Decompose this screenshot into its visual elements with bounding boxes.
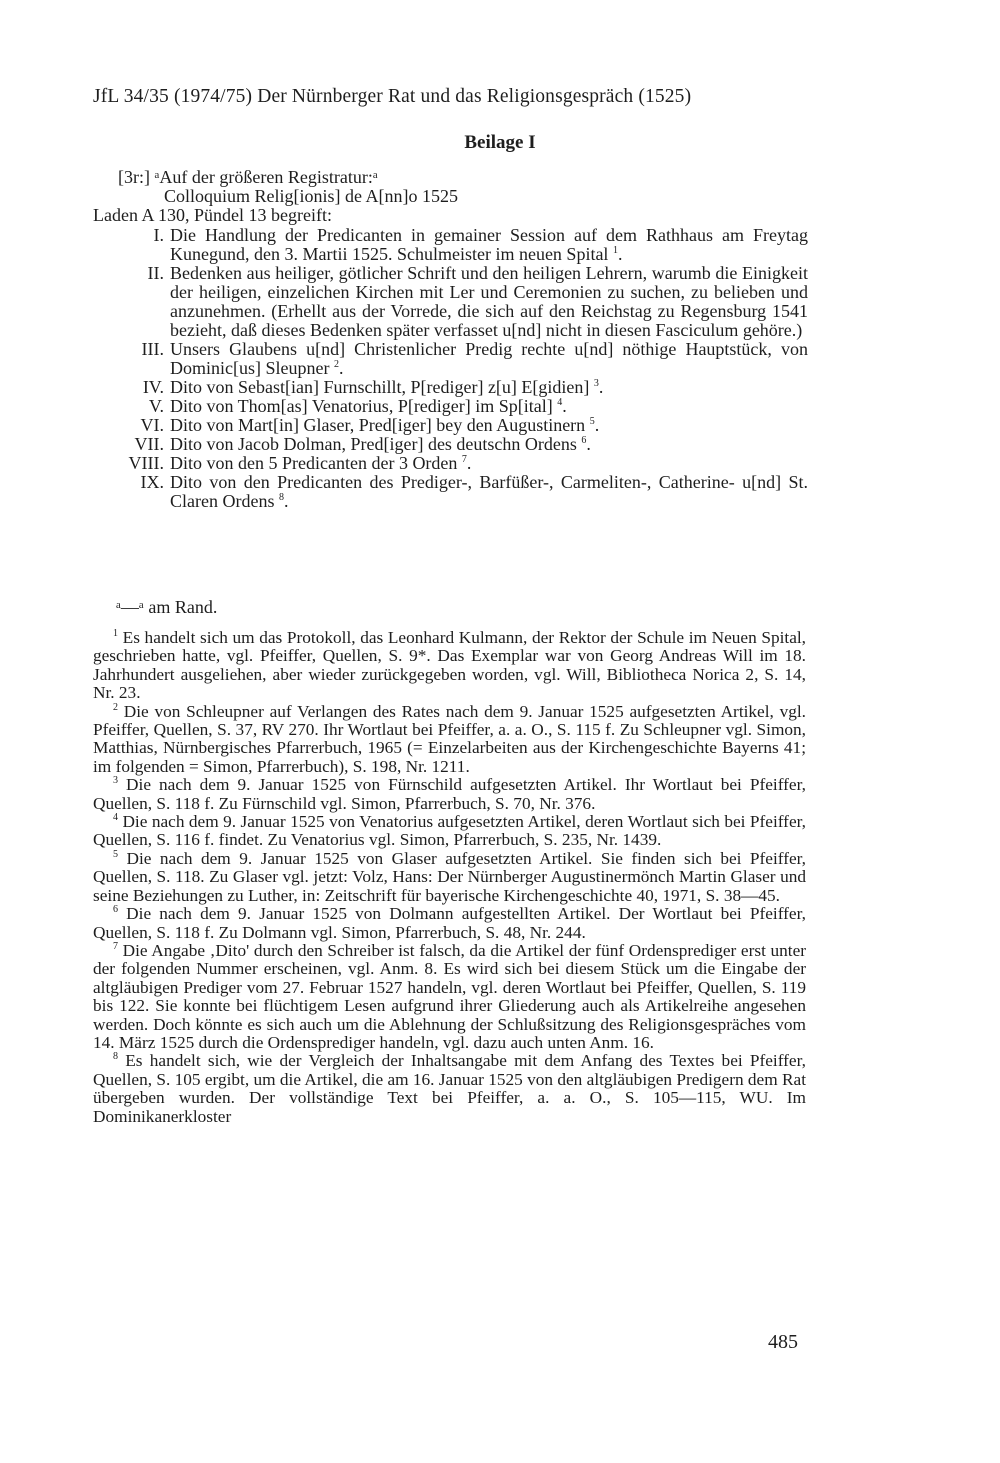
list-item-end: . bbox=[598, 377, 604, 397]
list-item-text bbox=[170, 264, 808, 340]
list-item bbox=[118, 435, 808, 454]
footnote-ref: 1 bbox=[612, 245, 618, 256]
list-item-body: Unsers Glaubens u[nd] Christenlicher Predig rechte u[nd] nöthige Hauptstück, von Dominic[us] Sleupner bbox=[170, 339, 808, 378]
list-item-body: Bedenken aus heiliger, götlicher Schrift und den heiligen Lehrern, warumb die Einigkeit der heiligen, einzelichen Kirchen mit Ler und Ceremonien zu suchen, zu belieben und anzunehmen. (Erhellt aus der Vorrede, die sich auf den Reichstag zu Regensburg 1541 bezieht, daß dieses Bedenken später verfasset u[nd] nicht in diesen Fasciculum gehöre.) bbox=[170, 263, 808, 340]
list-item-number: V. bbox=[148, 396, 164, 416]
list-item-text bbox=[170, 226, 808, 264]
list-item-number: IX. bbox=[140, 472, 164, 492]
list-item-end: . bbox=[338, 358, 344, 378]
list-item-text bbox=[170, 454, 808, 473]
footnote bbox=[93, 703, 806, 777]
list-item-end: . bbox=[594, 415, 600, 435]
list-item-text bbox=[170, 435, 808, 454]
list-item bbox=[118, 397, 808, 416]
list-item-number: VIII. bbox=[128, 453, 164, 473]
appendix-title: Beilage I bbox=[464, 132, 536, 153]
list-item-number: IV. bbox=[142, 377, 164, 397]
footnote-ref: 8 bbox=[278, 492, 284, 503]
list-item-number: III. bbox=[141, 339, 164, 359]
footnote bbox=[93, 629, 806, 703]
footnote bbox=[93, 942, 806, 1052]
list-item-number: VI. bbox=[140, 415, 164, 435]
list-item-text bbox=[170, 340, 808, 378]
footnote-text: Die nach dem 9. Januar 1525 von Dolmann aufgestellten Artikel. Der Wortlaut bei Pfeiffer, Quellen, S. 118 f. Zu Dolmann vgl. Simon, Pfarrerbuch, S. 48, Nr. 244. bbox=[93, 904, 806, 942]
footnote bbox=[93, 905, 806, 942]
footnote-text: Die nach dem 9. Januar 1525 von Glaser aufgesetzten Artikel. Sie finden sich bei Pfeiffer, Quellen, S. 118. Zu Glaser vgl. jetzt: Volz, Hans: Der Nürnberger Augustinermönch Martin Glaser und seine Beziehungen zu Luther, in: Zeitschrift für bayerische Kirchengeschichte 40, 1971, S. 38—45. bbox=[93, 848, 806, 905]
list-item-end: . bbox=[617, 244, 623, 264]
footnote-ref: 2 bbox=[333, 359, 339, 370]
footnote-mark: 7 bbox=[113, 941, 118, 953]
list-item-body: Dito von Jacob Dolman, Pred[iger] des deutschn Ordens bbox=[170, 434, 577, 454]
list-item-number: VII. bbox=[134, 434, 164, 454]
list-item bbox=[118, 264, 808, 340]
list-item bbox=[118, 340, 808, 378]
footnote bbox=[93, 1052, 806, 1126]
list-item-end: . bbox=[562, 396, 567, 416]
footnote-ref: 7 bbox=[461, 454, 467, 465]
list-item-text bbox=[170, 378, 808, 397]
list-item-number: I. bbox=[153, 225, 164, 245]
list-item bbox=[118, 378, 808, 397]
footnote-text: Es handelt sich, wie der Vergleich der Inhaltsangabe mit dem Anfang des Textes bei Pfeiffer, Quellen, S. 105 ergibt, um die Artikel, die am 16. Januar 1525 von den altgläubigen Predigern dem Rat übergeben wurden. Der vollständige Text bei Pfeiffer, a. a. O., S. 105—115, WU. Im Dominikanerkloster bbox=[93, 1051, 806, 1126]
margin-note: ᵃ—ᵃ am Rand. bbox=[116, 597, 218, 617]
list-item-text bbox=[170, 473, 808, 511]
page-number: 485 bbox=[768, 1331, 798, 1353]
footnote-text: Die von Schleupner auf Verlangen des Rates nach dem 9. Januar 1525 aufgesetzten Artikel, vgl. Pfeiffer, Quellen, S. 37, RV 270. Ihr Wortlaut bei Pfeiffer, a. a. O., S. 115 f. Zu Schleupner vgl. Simon, Matthias, Nürnbergisches Pfarrerbuch, 1965 (= Einzelarbeiten aus der Kirchengeschichte Bayerns 41; im folgenden = Simon, Pfarrerbuch), S. 198, Nr. 1211. bbox=[93, 701, 806, 776]
footnote-mark: 4 bbox=[113, 812, 118, 824]
list-item-body: Dito von den Predicanten des Prediger-, Barfüßer-, Carmeliten-, Catherine- u[nd] St. Claren Ordens bbox=[170, 472, 808, 511]
list-item-body: Dito von Thom[as] Venatorius, P[rediger] im Sp[ital] bbox=[170, 396, 553, 416]
footnote-ref: 4 bbox=[557, 397, 563, 408]
running-head: JfL 34/35 (1974/75) Der Nürnberger Rat und das Religionsgespräch (1525) bbox=[93, 86, 692, 107]
list-item bbox=[118, 226, 808, 264]
list-item-body: Dito von Sebast[ian] Furnschillt, P[rediger] z[u] E[gidien] bbox=[170, 377, 590, 397]
footnote bbox=[93, 776, 806, 813]
list-item-end: . bbox=[283, 491, 289, 511]
footnotes bbox=[93, 629, 806, 1126]
inventory-list bbox=[118, 226, 808, 511]
list-item bbox=[118, 473, 808, 511]
footnote-text: Die nach dem 9. Januar 1525 von Fürnschild aufgesetzten Artikel. Ihr Wortlaut bei Pfeiffer, Quellen, S. 118 f. Zu Fürnschild vgl. Simon, Pfarrerbuch, S. 70, Nr. 376. bbox=[93, 775, 806, 813]
list-item-end: . bbox=[586, 434, 591, 454]
footnote-mark: 2 bbox=[113, 701, 118, 713]
footnote-text: Die nach dem 9. Januar 1525 von Venatorius aufgesetzten Artikel, deren Wortlaut sich bei Pfeiffer, Quellen, S. 116 f. findet. Zu Venatorius vgl. Simon, Pfarrerbuch, S. 235, Nr. 1439. bbox=[93, 812, 806, 850]
footnote-mark: 6 bbox=[113, 904, 118, 916]
list-item-number: II. bbox=[147, 263, 164, 283]
registry-line-1: [3r:] ᵃAuf der größeren Registratur:ᵃ bbox=[118, 167, 378, 187]
list-item-body: Dito von den 5 Predicanten der 3 Orden bbox=[170, 453, 458, 473]
footnote-text: Die Angabe ‚Dito' durch den Schreiber ist falsch, da die Artikel der fünf Ordensprediger erst unter der folgenden Nummer erscheinen, vgl. Anm. 8. Es wird sich bei diesem Stück um die Eingabe der altgläubigen Prediger vom 27. Februar 1527 handeln, vgl. deren Wortlaut bei Pfeiffer, Quellen, S. 119 bis 122. Sie konnte bei flüchtigem Lesen aufgrund ihrer Gliederung auch als Artikelreihe angesehen werden. Doch könnte es sich auch um die Ablehnung der Schlußsitzung des Religionsgespräches vom 14. März 1525 durch die Ordensprediger handeln, vgl. dazu auch unten Anm. 16. bbox=[93, 940, 807, 1052]
footnote-mark: 3 bbox=[113, 775, 118, 787]
list-item bbox=[118, 454, 808, 473]
footnote-ref: 6 bbox=[581, 435, 587, 446]
registry-line-2: Colloquium Relig[ionis] de A[nn]o 1525 bbox=[164, 186, 458, 206]
footnote bbox=[93, 813, 806, 850]
footnote-mark: 1 bbox=[113, 628, 118, 640]
footnote-ref: 3 bbox=[593, 378, 599, 389]
list-item-text bbox=[170, 397, 808, 416]
list-item-body: Die Handlung der Predicanten in gemainer Session auf dem Rathhaus am Freytag Kunegund, den 3. Martii 1525. Schulmeister im neuen Spital bbox=[170, 225, 808, 264]
list-item bbox=[118, 416, 808, 435]
registry-line-3: Laden A 130, Pündel 13 begreift: bbox=[93, 205, 332, 225]
footnote-mark: 5 bbox=[113, 849, 118, 861]
list-item-body: Dito von Mart[in] Glaser, Pred[iger] bey den Augustinern bbox=[170, 415, 586, 435]
footnote bbox=[93, 850, 806, 905]
footnote-text: Es handelt sich um das Protokoll, das Leonhard Kulmann, der Rektor der Schule im Neuen Spital, geschrieben hatte, vgl. Pfeiffer, Quellen, S. 9*. Das Exemplar war von Georg Andreas Will im 18. Jahrhundert ausgeliehen, aber wieder zurückgegeben worden, vgl. Will, Bibliotheca Norica 2, S. 14, Nr. 23. bbox=[93, 628, 806, 703]
list-item-text bbox=[170, 416, 808, 435]
footnote-mark: 8 bbox=[113, 1051, 118, 1063]
list-item-end: . bbox=[466, 453, 472, 473]
footnote-ref: 5 bbox=[589, 416, 595, 427]
